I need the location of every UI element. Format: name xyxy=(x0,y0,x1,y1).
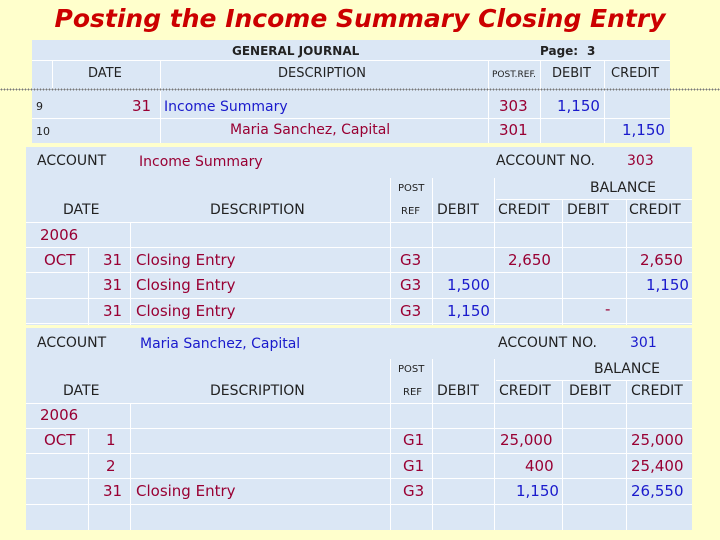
ledger-panel xyxy=(26,328,692,530)
ledger-year: 2006 xyxy=(40,406,79,424)
journal-page-label: Page: xyxy=(540,44,579,58)
account-no-label: ACCOUNT NO. xyxy=(496,153,595,169)
account-no-label: ACCOUNT NO. xyxy=(498,335,597,351)
account-label: ACCOUNT xyxy=(37,335,107,351)
entry-ref: G1 xyxy=(403,431,425,449)
journal-credit: 1,150 xyxy=(622,121,665,139)
journal-col-credit: CREDIT xyxy=(611,66,660,81)
entry-balance-credit: 26,550 xyxy=(631,482,684,500)
ledger-year: 2006 xyxy=(40,226,79,244)
entry-credit: 25,000 xyxy=(500,431,553,449)
col-balance-credit: CREDIT xyxy=(629,202,681,218)
col-credit: CREDIT xyxy=(498,202,550,218)
entry-balance-credit: 2,650 xyxy=(640,251,683,269)
entry-day: 2 xyxy=(106,457,116,475)
entry-description: Closing Entry xyxy=(136,251,236,269)
col-post: POST xyxy=(398,364,425,375)
account-name: Income Summary xyxy=(139,154,263,170)
journal-line-number: 9 xyxy=(36,100,43,113)
journal-dotted-separator xyxy=(0,88,720,91)
account-no: 303 xyxy=(627,153,654,169)
col-ref: REF xyxy=(401,206,421,217)
col-post: POST xyxy=(398,183,425,194)
entry-balance-credit: 25,400 xyxy=(631,457,684,475)
journal-col-debit: DEBIT xyxy=(552,66,591,81)
entry-balance-credit: 25,000 xyxy=(631,431,684,449)
journal-description: Income Summary xyxy=(164,99,288,115)
ledger-month: OCT xyxy=(44,251,76,269)
account-name: Maria Sanchez, Capital xyxy=(140,336,301,352)
col-date: DATE xyxy=(63,202,100,218)
entry-credit: 400 xyxy=(525,457,554,475)
col-debit: DEBIT xyxy=(437,202,479,218)
col-credit: CREDIT xyxy=(499,383,551,399)
col-balance: BALANCE xyxy=(594,361,660,377)
account-no: 301 xyxy=(630,335,657,351)
col-balance-debit: DEBIT xyxy=(569,383,611,399)
journal-heading: GENERAL JOURNAL xyxy=(232,44,360,58)
entry-balance-credit: - xyxy=(605,300,611,318)
journal-post-ref: 301 xyxy=(499,121,528,139)
journal-col-postref: POST.REF. xyxy=(492,70,537,80)
journal-page-number: 3 xyxy=(587,44,596,58)
entry-ref: G1 xyxy=(403,457,425,475)
entry-debit: 1,500 xyxy=(447,276,490,294)
entry-description: Closing Entry xyxy=(136,276,236,294)
col-description: DESCRIPTION xyxy=(210,383,305,399)
entry-description: Closing Entry xyxy=(136,482,236,500)
entry-day: 1 xyxy=(106,431,116,449)
col-balance-debit: DEBIT xyxy=(567,202,609,218)
col-ref: REF xyxy=(403,387,423,398)
journal-col-date: DATE xyxy=(88,66,122,81)
col-debit: DEBIT xyxy=(437,383,479,399)
journal-day: 31 xyxy=(132,97,152,115)
entry-day: 31 xyxy=(103,302,123,320)
journal-post-ref: 303 xyxy=(499,97,528,115)
entry-ref: G3 xyxy=(403,482,425,500)
col-balance: BALANCE xyxy=(590,180,656,196)
account-label: ACCOUNT xyxy=(37,153,107,169)
ledger-month: OCT xyxy=(44,431,76,449)
col-date: DATE xyxy=(63,383,100,399)
entry-credit: 1,150 xyxy=(516,482,559,500)
entry-day: 31 xyxy=(103,482,123,500)
entry-ref: G3 xyxy=(400,276,422,294)
entry-day: 31 xyxy=(103,276,123,294)
entry-ref: G3 xyxy=(400,251,422,269)
entry-balance-credit: 1,150 xyxy=(646,276,689,294)
entry-day: 31 xyxy=(103,251,123,269)
journal-col-description: DESCRIPTION xyxy=(278,66,366,81)
entry-description: Closing Entry xyxy=(136,302,236,320)
journal-line-number: 10 xyxy=(36,125,50,138)
journal-debit: 1,150 xyxy=(557,97,600,115)
journal-description: Maria Sanchez, Capital xyxy=(230,122,391,138)
entry-credit: 2,650 xyxy=(508,251,551,269)
slide-title: Posting the Income Summary Closing Entry xyxy=(54,4,666,33)
entry-ref: G3 xyxy=(400,302,422,320)
col-description: DESCRIPTION xyxy=(210,202,305,218)
entry-debit: 1,150 xyxy=(447,302,490,320)
col-balance-credit: CREDIT xyxy=(631,383,683,399)
